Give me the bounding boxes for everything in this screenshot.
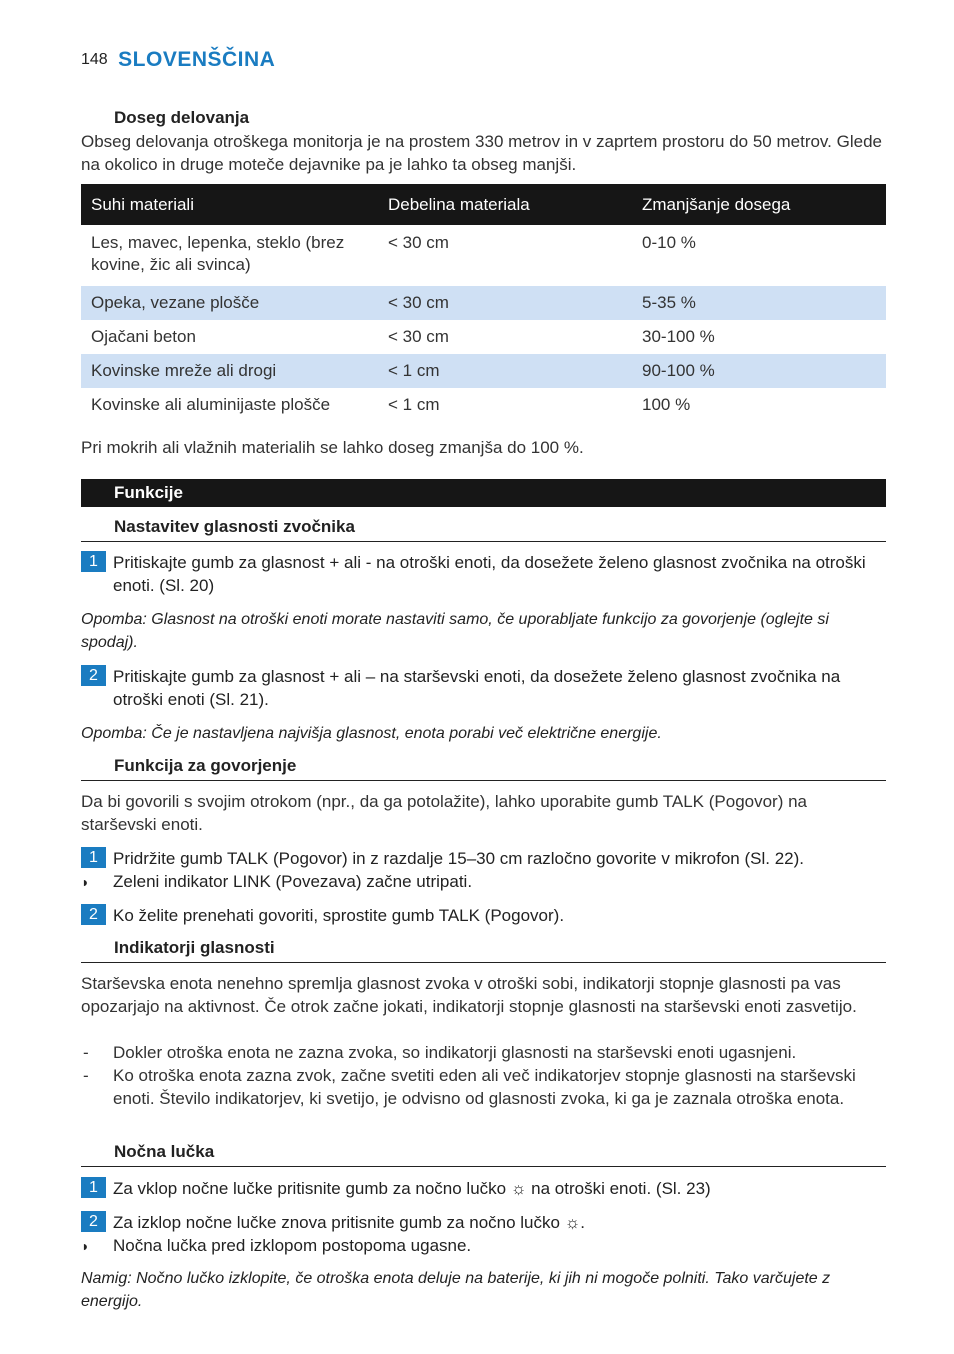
section-title: Funkcije [114,483,183,502]
step-text [113,1177,886,1200]
step-item [81,551,886,597]
table-cell: Opeka, vezane plošče [81,286,378,320]
note-text: Opomba: Če je nastavljena najvišja glasnost, enota porabi več električne energije. [81,725,662,742]
divider [81,1166,886,1167]
indicators-heading: Indikatorji glasnosti [114,938,275,957]
table-cell: 100 % [642,395,691,414]
page-number: 148 [81,51,108,68]
step-item [81,904,886,927]
step-text: Pridržite gumb TALK (Pogovor) in z razdalje 15–30 cm razločno govorite v mikrofon (Sl. 22). [113,849,804,868]
table-cell: 30-100 % [642,327,715,346]
step-text [113,1211,886,1234]
table-header: Zmanjšanje dosega [632,184,886,225]
table-cell: < 30 cm [378,286,632,320]
divider [81,541,886,542]
result-item [81,1234,886,1257]
table-row [81,225,886,286]
dash-item [81,1041,886,1064]
table-cell: Les, mavec, lepenka, steklo (brez kovine, žic ali svinca) [91,233,345,274]
section-bar [81,479,886,507]
table-cell: Kovinske mreže ali drogi [81,354,378,388]
step-text: Pritiskajte gumb za glasnost + ali - na otroški enoti, da dosežete želeno glasnost zvočnika na otroški enoti. (Sl. 20) [113,553,866,595]
table-header-row [81,184,886,225]
talk-heading: Funkcija za govorjenje [114,756,297,775]
divider [81,780,886,781]
result-text: Zeleni indikator LINK (Povezava) začne utripati. [113,872,473,891]
step-item [81,1211,886,1234]
note-text: Opomba: Glasnost na otroški enoti morate nastaviti samo, če uporabljate funkcijo za govorjenje (oglejte si spodaj). [81,611,829,651]
table-cell: 0-10 % [642,233,696,252]
table-header: Suhi materiali [81,184,378,225]
table-cell: 5-35 % [632,286,886,320]
nightlight-heading: Nočna lučka [114,1142,215,1161]
range-table [81,184,886,422]
table-header: Debelina materiala [378,184,632,225]
range-after: Pri mokrih ali vlažnih materialih se lahko doseg zmanjša do 100 %. [81,438,584,457]
step-number: 2 [81,904,106,925]
table-cell: < 30 cm [388,233,449,252]
step-number: 2 [81,1211,106,1232]
step-number: 1 [81,1177,106,1198]
indicators-intro: Starševska enota nenehno spremlja glasnost zvoka v otroški sobi, indikatorji stopnje glasnosti pa vas opozarjajo na aktivnost. Če otrok začne jokati, indikatorji stopnje glasnosti na starševski enoti zasvetijo. [81,974,857,1016]
step-item [81,847,886,870]
dash-text: Ko otroška enota zazna zvok, začne svetiti eden ali več indikatorjev stopnje glasnosti na starševski enoti. Število indikatorjev, ki svetijo, je odvisno od glasnosti zvoka, ki ga je zaznala otroška enota. [113,1066,856,1108]
result-item [81,870,886,893]
nightlight-icon: ☼ [564,1213,581,1232]
table-row [81,388,886,422]
step-number: 1 [81,551,106,572]
tip-text: Namig: Nočno lučko izklopite, če otroška enota deluje na baterije, ki jih ni mogoče polniti. Tako varčujete z energijo. [81,1270,831,1310]
table-row [81,320,886,354]
step-text: Ko želite prenehati govoriti, sprostite gumb TALK (Pogovor). [113,906,565,925]
volume-heading: Nastavitev glasnosti zvočnika [114,517,355,536]
dash-bullet: - [83,1066,89,1085]
talk-intro: Da bi govorili s svojim otrokom (npr., da ga potolažite), lahko uporabite gumb TALK (Pogovor) na starševski enoti. [81,792,808,834]
triangle-bullet-icon: ◗ [81,874,90,890]
triangle-bullet-icon: ◗ [81,1238,90,1254]
table-row [81,286,886,320]
dash-item [81,1064,886,1110]
range-intro: Obseg delovanja otroškega monitorja je na prostem 330 metrov in v zaprtem prostoru do 50 metrov. Glede na okolico in druge moteče dejavnike pa je lahko ta obseg manjši. [81,132,882,174]
step-text-part: Za izklop nočne lučke znova pritisnite gumb za nočno lučko [113,1213,560,1232]
range-heading: Doseg delovanja [114,108,250,127]
dash-bullet: - [83,1043,89,1062]
step-text-part: . [580,1213,586,1232]
result-text: Nočna lučka pred izklopom postopoma ugasne. [113,1236,472,1255]
table-cell: < 30 cm [388,327,449,346]
table-cell: < 1 cm [378,354,632,388]
divider [81,962,886,963]
dash-text: Dokler otroška enota ne zazna zvoka, so indikatorji glasnosti na starševski enoti ugasnjeni. [113,1043,797,1062]
table-cell: Kovinske ali aluminijaste plošče [91,395,331,414]
table-cell: 90-100 % [632,354,886,388]
table-cell: Ojačani beton [91,327,196,346]
step-text-part: na otroški enoti. (Sl. 23) [531,1179,711,1198]
language-title: SLOVENŠČINA [118,48,276,71]
page-header [81,48,275,72]
step-text-part: Za vklop nočne lučke pritisnite gumb za nočno lučko [113,1179,507,1198]
nightlight-icon: ☼ [510,1179,527,1198]
table-cell: < 1 cm [388,395,440,414]
step-item [81,1177,886,1200]
table-row [81,354,886,388]
step-text: Pritiskajte gumb za glasnost + ali – na starševski enoti, da dosežete želeno glasnost zvočnika na otroški enoti (Sl. 21). [113,667,841,709]
step-number: 1 [81,847,106,868]
step-number: 2 [81,665,106,686]
step-item [81,665,886,711]
